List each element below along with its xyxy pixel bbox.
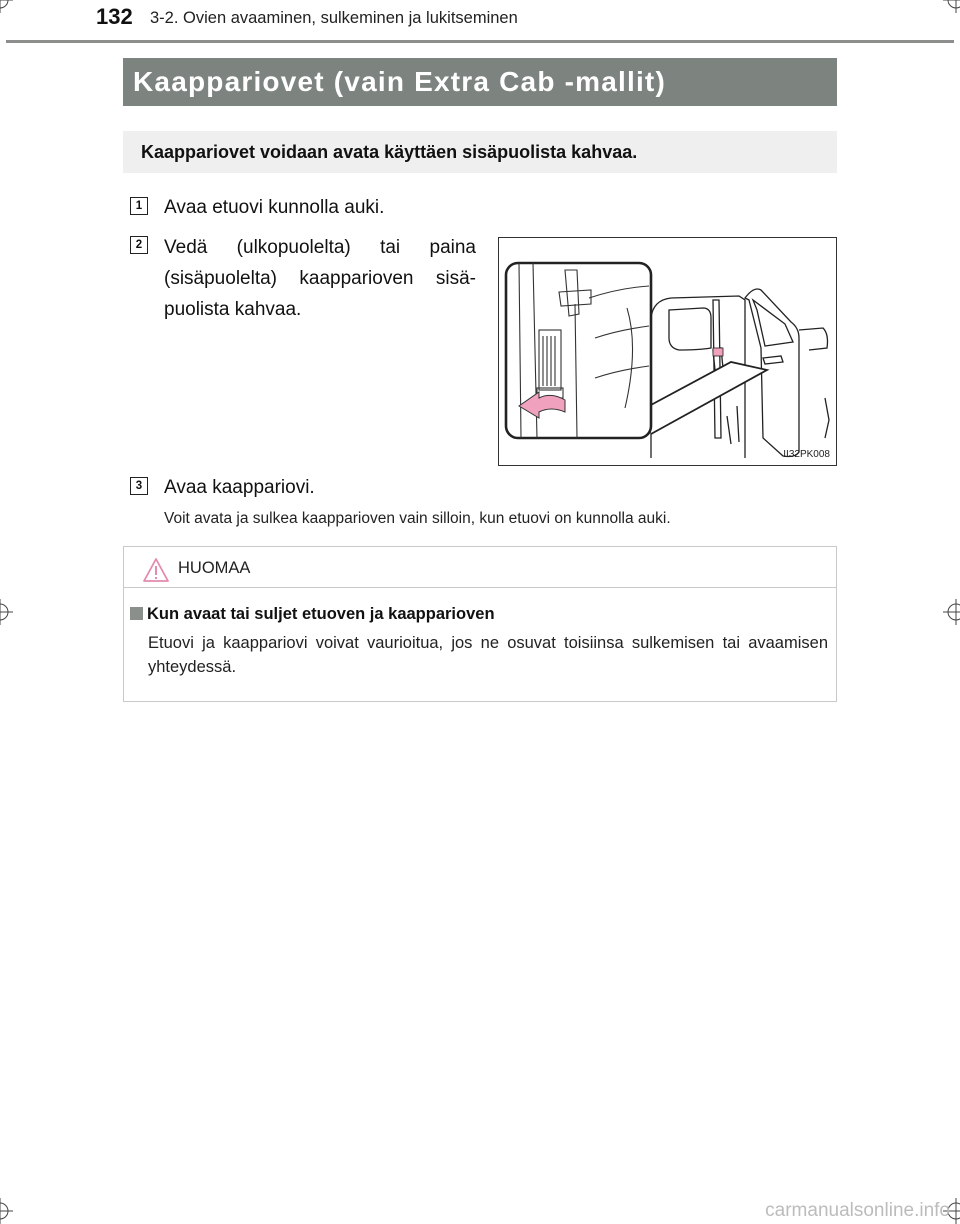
figure-code: II32PK008 <box>783 449 830 460</box>
section-title: Kaappariovet (vain Extra Cab -mallit) <box>123 58 837 106</box>
running-head: 3-2. Ovien avaaminen, sulkeminen ja lukitseminen <box>150 9 518 27</box>
section-lead: Kaappariovet voidaan avata käyttäen sisäpuolista kahvaa. <box>123 131 837 173</box>
caution-header <box>124 547 836 588</box>
caution-subheading <box>130 605 495 624</box>
registration-mark-top-left <box>0 0 13 13</box>
step-3-note: Voit avata ja sulkea kaapparioven vain silloin, kun etuovi on kunnolla auki. <box>164 510 671 527</box>
step-1-text: Avaa etuovi kunnolla auki. <box>164 197 385 218</box>
page-number: 132 <box>96 4 133 29</box>
step-3-text: Avaa kaappariovi. <box>164 477 315 498</box>
step-1-number: 1 <box>130 197 148 215</box>
registration-mark-top-right <box>943 0 960 13</box>
step-2-number: 2 <box>130 236 148 254</box>
step-2-text: Vedä (ulkopuolelta) tai paina (sisäpuolelta) kaapparioven sisä-puolista kahvaa. <box>164 237 476 320</box>
caution-box <box>123 546 837 702</box>
caution-label: HUOMAA <box>178 559 251 577</box>
door-illustration-drawing <box>499 238 836 465</box>
registration-mark-bottom-left <box>0 1198 13 1224</box>
registration-mark-mid-left <box>0 599 13 625</box>
header-rule <box>6 40 954 43</box>
illustration-door-handle <box>498 237 837 466</box>
registration-mark-mid-right <box>943 599 960 625</box>
caution-subheading-text: Kun avaat tai suljet etuoven ja kaapparioven <box>147 605 495 623</box>
warning-triangle-icon <box>142 557 170 583</box>
step-3-number: 3 <box>130 477 148 495</box>
watermark: carmanualsonline.info <box>765 1200 950 1221</box>
caution-text: Etuovi ja kaappariovi voivat vaurioitua, jos ne osuvat toisiinsa sulkemisen tai avaamisen yhteydessä. <box>148 634 828 676</box>
square-bullet-icon <box>130 607 143 620</box>
